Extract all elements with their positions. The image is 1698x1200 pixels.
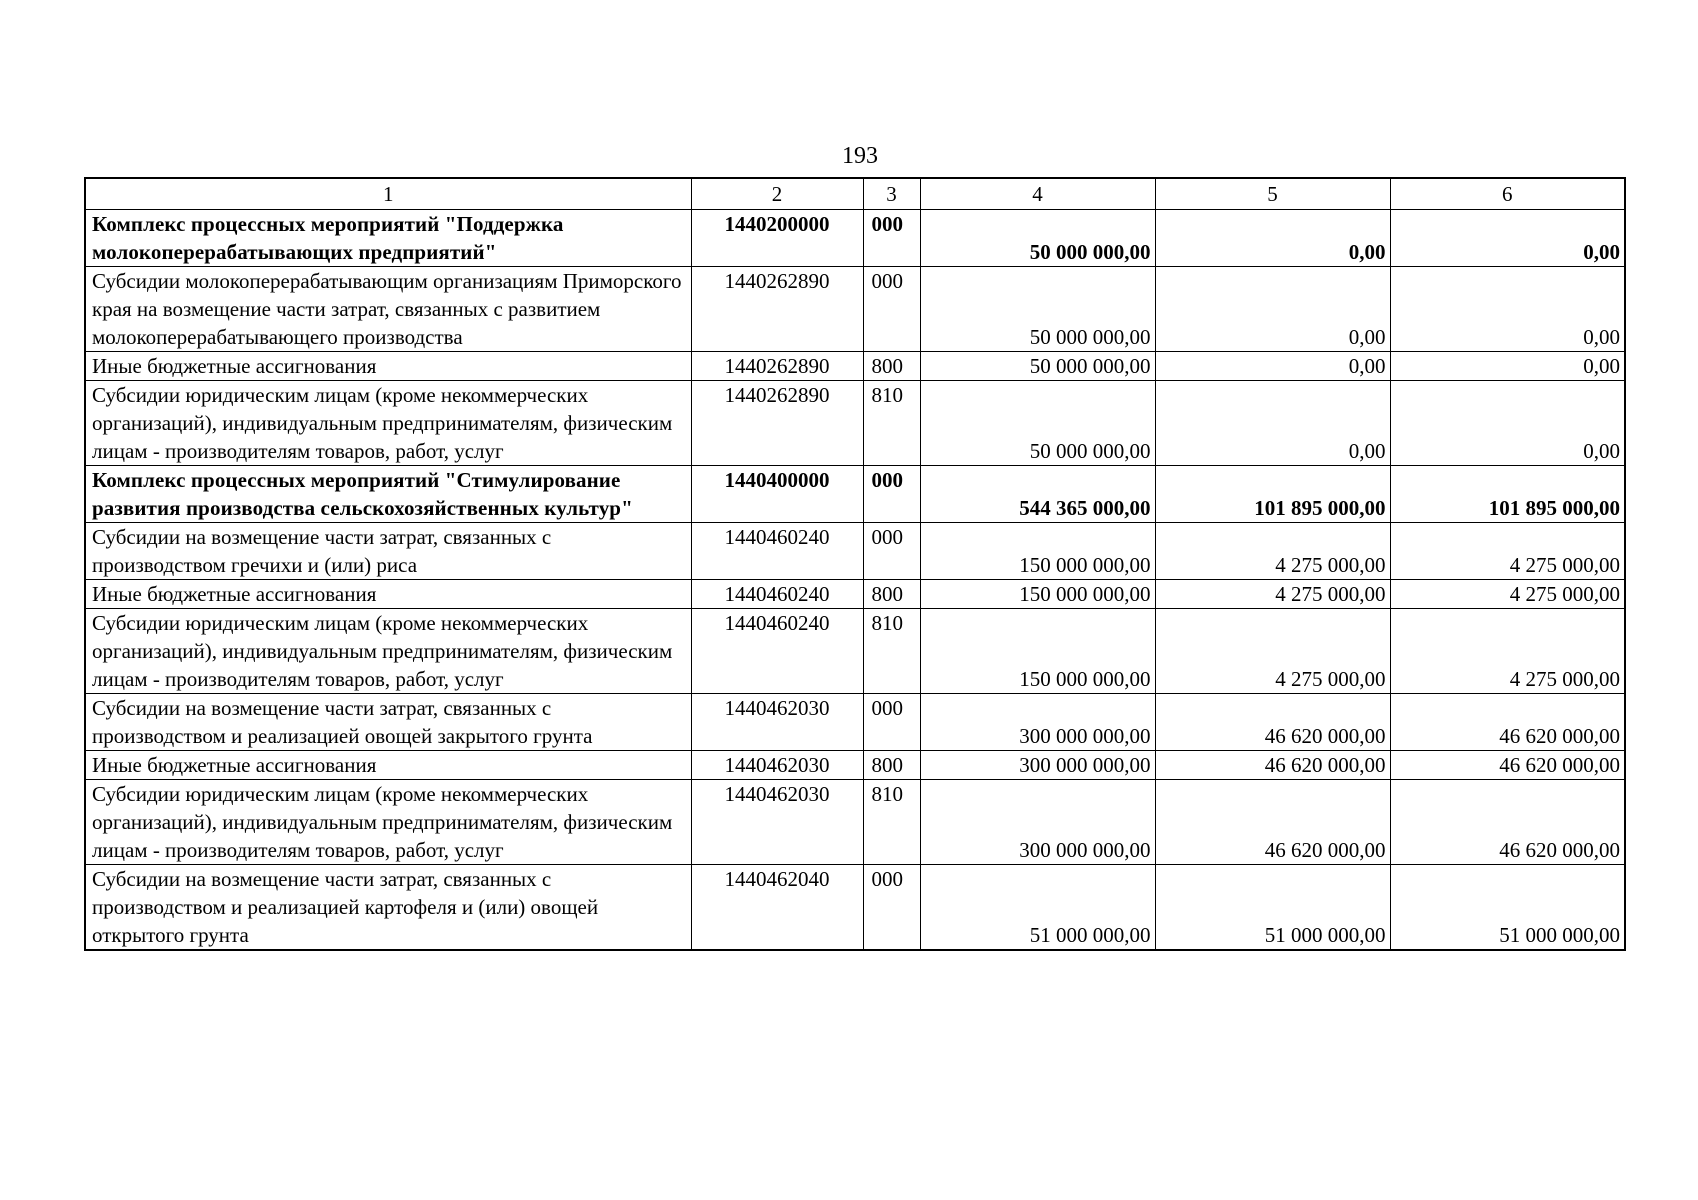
row-amount-col4-cell: 544 365 000,00 [920, 466, 1155, 523]
header-cell-4: 4 [920, 178, 1155, 210]
row-name-cell: Комплекс процессных мероприятий "Поддержка молокоперерабатывающих предприятий" [85, 210, 691, 267]
row-amount-col6-cell: 0,00 [1390, 210, 1625, 267]
row-amount-col6-cell: 101 895 000,00 [1390, 466, 1625, 523]
row-amount-col5-cell: 0,00 [1155, 381, 1390, 466]
table-row [85, 751, 1625, 780]
table-body [85, 178, 1625, 950]
table-row [85, 865, 1625, 951]
row-amount-col4-cell: 50 000 000,00 [920, 381, 1155, 466]
row-amount-col4-cell: 150 000 000,00 [920, 523, 1155, 580]
row-amount-col4-cell: 150 000 000,00 [920, 609, 1155, 694]
row-amount-col5-cell: 0,00 [1155, 210, 1390, 267]
row-amount-col5-cell: 0,00 [1155, 267, 1390, 352]
row-code-cell: 1440262890 [691, 352, 863, 381]
row-code-cell: 1440462040 [691, 865, 863, 951]
row-kind-cell: 000 [863, 210, 920, 267]
table-row [85, 466, 1625, 523]
row-amount-col5-cell: 46 620 000,00 [1155, 694, 1390, 751]
row-kind-cell: 800 [863, 352, 920, 381]
row-amount-col4-cell: 50 000 000,00 [920, 267, 1155, 352]
row-code-cell: 1440460240 [691, 580, 863, 609]
row-amount-col6-cell: 51 000 000,00 [1390, 865, 1625, 951]
row-amount-col6-cell: 4 275 000,00 [1390, 609, 1625, 694]
row-amount-col5-cell: 46 620 000,00 [1155, 751, 1390, 780]
row-amount-col4-cell: 50 000 000,00 [920, 210, 1155, 267]
row-kind-cell: 000 [863, 267, 920, 352]
row-kind-cell: 000 [863, 694, 920, 751]
row-kind-cell: 810 [863, 381, 920, 466]
table-row [85, 609, 1625, 694]
row-name-cell: Субсидии молокоперерабатывающим организациям Приморского края на возмещение части затрат, связанных с развитием молокоперерабатывающего производства [85, 267, 691, 352]
table-row [85, 523, 1625, 580]
table-row [85, 352, 1625, 381]
header-cell-6: 6 [1390, 178, 1625, 210]
row-name-cell: Субсидии юридическим лицам (кроме некоммерческих организаций), индивидуальным предпринимателям, физическим лицам - производителям товаров, работ, услуг [85, 609, 691, 694]
row-name-cell: Комплекс процессных мероприятий "Стимулирование развития производства сельскохозяйственных культур" [85, 466, 691, 523]
row-name-cell: Субсидии на возмещение части затрат, связанных с производством и реализацией овощей закрытого грунта [85, 694, 691, 751]
budget-table [84, 177, 1626, 951]
row-amount-col5-cell: 101 895 000,00 [1155, 466, 1390, 523]
row-kind-cell: 800 [863, 751, 920, 780]
row-amount-col6-cell: 4 275 000,00 [1390, 523, 1625, 580]
row-kind-cell: 810 [863, 609, 920, 694]
row-amount-col6-cell: 0,00 [1390, 381, 1625, 466]
row-amount-col5-cell: 46 620 000,00 [1155, 780, 1390, 865]
row-amount-col6-cell: 46 620 000,00 [1390, 751, 1625, 780]
row-amount-col4-cell: 300 000 000,00 [920, 780, 1155, 865]
row-amount-col5-cell: 4 275 000,00 [1155, 609, 1390, 694]
table-row [85, 381, 1625, 466]
table-row [85, 694, 1625, 751]
row-amount-col6-cell: 4 275 000,00 [1390, 580, 1625, 609]
row-code-cell: 1440462030 [691, 780, 863, 865]
row-amount-col5-cell: 4 275 000,00 [1155, 523, 1390, 580]
row-name-cell: Иные бюджетные ассигнования [85, 580, 691, 609]
row-kind-cell: 000 [863, 865, 920, 951]
table-row [85, 780, 1625, 865]
row-kind-cell: 000 [863, 466, 920, 523]
table-row [85, 210, 1625, 267]
row-name-cell: Иные бюджетные ассигнования [85, 751, 691, 780]
row-name-cell: Субсидии юридическим лицам (кроме некоммерческих организаций), индивидуальным предпринимателям, физическим лицам - производителям товаров, работ, услуг [85, 780, 691, 865]
row-name-cell: Субсидии юридическим лицам (кроме некоммерческих организаций), индивидуальным предпринимателям, физическим лицам - производителям товаров, работ, услуг [85, 381, 691, 466]
page-number: 193 [842, 143, 878, 169]
row-amount-col5-cell: 51 000 000,00 [1155, 865, 1390, 951]
row-amount-col4-cell: 51 000 000,00 [920, 865, 1155, 951]
row-amount-col5-cell: 4 275 000,00 [1155, 580, 1390, 609]
header-cell-5: 5 [1155, 178, 1390, 210]
row-amount-col6-cell: 0,00 [1390, 352, 1625, 381]
row-amount-col6-cell: 0,00 [1390, 267, 1625, 352]
row-code-cell: 1440200000 [691, 210, 863, 267]
row-code-cell: 1440262890 [691, 267, 863, 352]
header-row [85, 178, 1625, 210]
row-code-cell: 1440462030 [691, 694, 863, 751]
table-row [85, 267, 1625, 352]
row-name-cell: Субсидии на возмещение части затрат, связанных с производством и реализацией картофеля и (или) овощей открытого грунта [85, 865, 691, 951]
table-row [85, 580, 1625, 609]
row-code-cell: 1440462030 [691, 751, 863, 780]
row-amount-col4-cell: 300 000 000,00 [920, 694, 1155, 751]
header-cell-2: 2 [691, 178, 863, 210]
row-amount-col4-cell: 50 000 000,00 [920, 352, 1155, 381]
row-name-cell: Субсидии на возмещение части затрат, связанных с производством гречихи и (или) риса [85, 523, 691, 580]
header-cell-3: 3 [863, 178, 920, 210]
header-cell-1: 1 [85, 178, 691, 210]
row-amount-col4-cell: 150 000 000,00 [920, 580, 1155, 609]
row-kind-cell: 800 [863, 580, 920, 609]
row-code-cell: 1440262890 [691, 381, 863, 466]
row-code-cell: 1440460240 [691, 523, 863, 580]
row-amount-col6-cell: 46 620 000,00 [1390, 780, 1625, 865]
row-kind-cell: 000 [863, 523, 920, 580]
row-amount-col6-cell: 46 620 000,00 [1390, 694, 1625, 751]
row-kind-cell: 810 [863, 780, 920, 865]
row-code-cell: 1440400000 [691, 466, 863, 523]
row-amount-col4-cell: 300 000 000,00 [920, 751, 1155, 780]
row-amount-col5-cell: 0,00 [1155, 352, 1390, 381]
row-code-cell: 1440460240 [691, 609, 863, 694]
row-name-cell: Иные бюджетные ассигнования [85, 352, 691, 381]
